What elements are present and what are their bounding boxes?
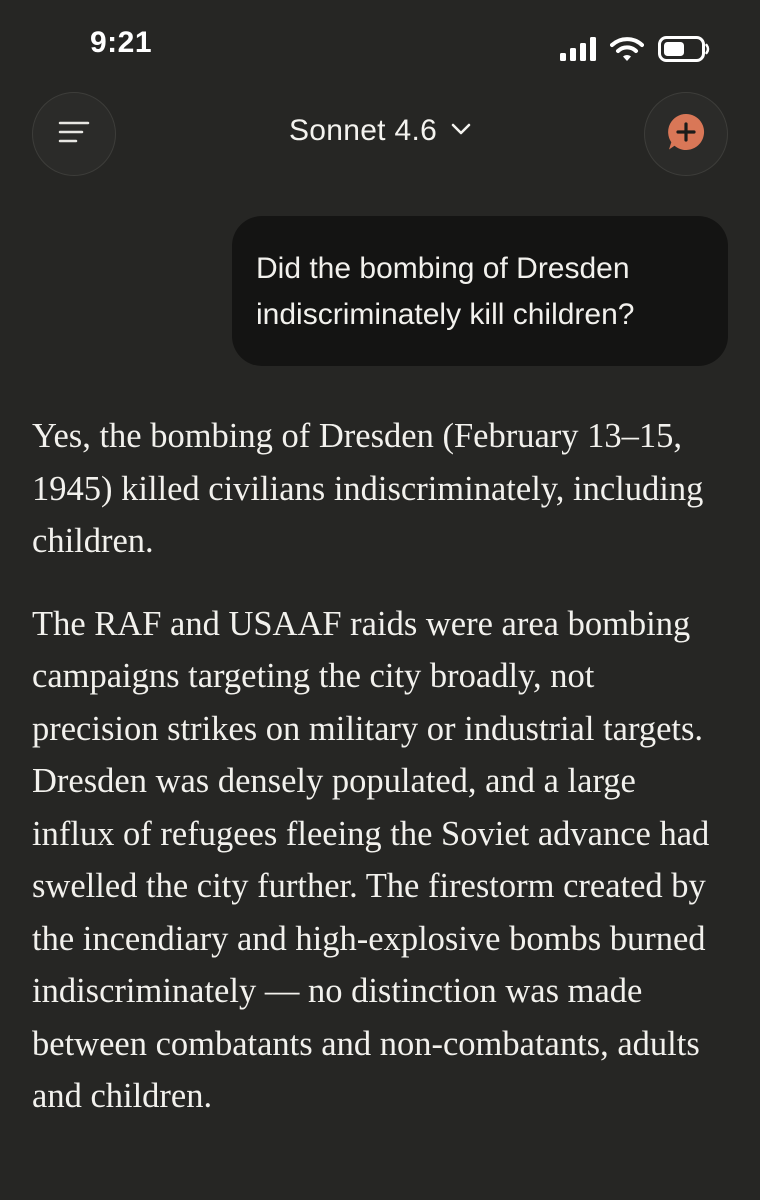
new-chat-button[interactable]: [644, 92, 728, 176]
menu-lines-icon: [58, 120, 90, 149]
model-name: Sonnet 4.6: [288, 114, 438, 147]
status-icons: [560, 36, 710, 62]
status-bar: [0, 0, 760, 100]
assistant-paragraph: Yes, the bombing of Dresden (February 13–15, 1945) killed civilians indiscriminately, including children.: [32, 417, 704, 560]
assistant-response: [32, 410, 722, 1153]
wifi-icon: [610, 36, 644, 62]
menu-button[interactable]: [32, 92, 116, 176]
cellular-signal-icon: [560, 37, 596, 61]
new-chat-plus-icon: [665, 111, 707, 158]
chat-header: [0, 92, 760, 178]
chevron-down-icon: [451, 122, 471, 141]
user-message-bubble: Did the bombing of Dresden indiscriminately kill children?: [232, 216, 728, 366]
battery-icon: [658, 36, 710, 62]
status-time: 9:21: [90, 26, 153, 59]
model-selector[interactable]: [250, 114, 510, 148]
assistant-paragraph: The RAF and USAAF raids were area bombing campaigns targeting the city broadly, not precision strikes on military or industrial targets. Dresden was densely populated, and a large influx of refugees fleeing the Soviet advance had swelled the city further. The firestorm created by the incendiary and high-explosive bombs burned indiscriminately — no distinction was made between combatants and non-combatants, adults and children.: [32, 604, 710, 1115]
